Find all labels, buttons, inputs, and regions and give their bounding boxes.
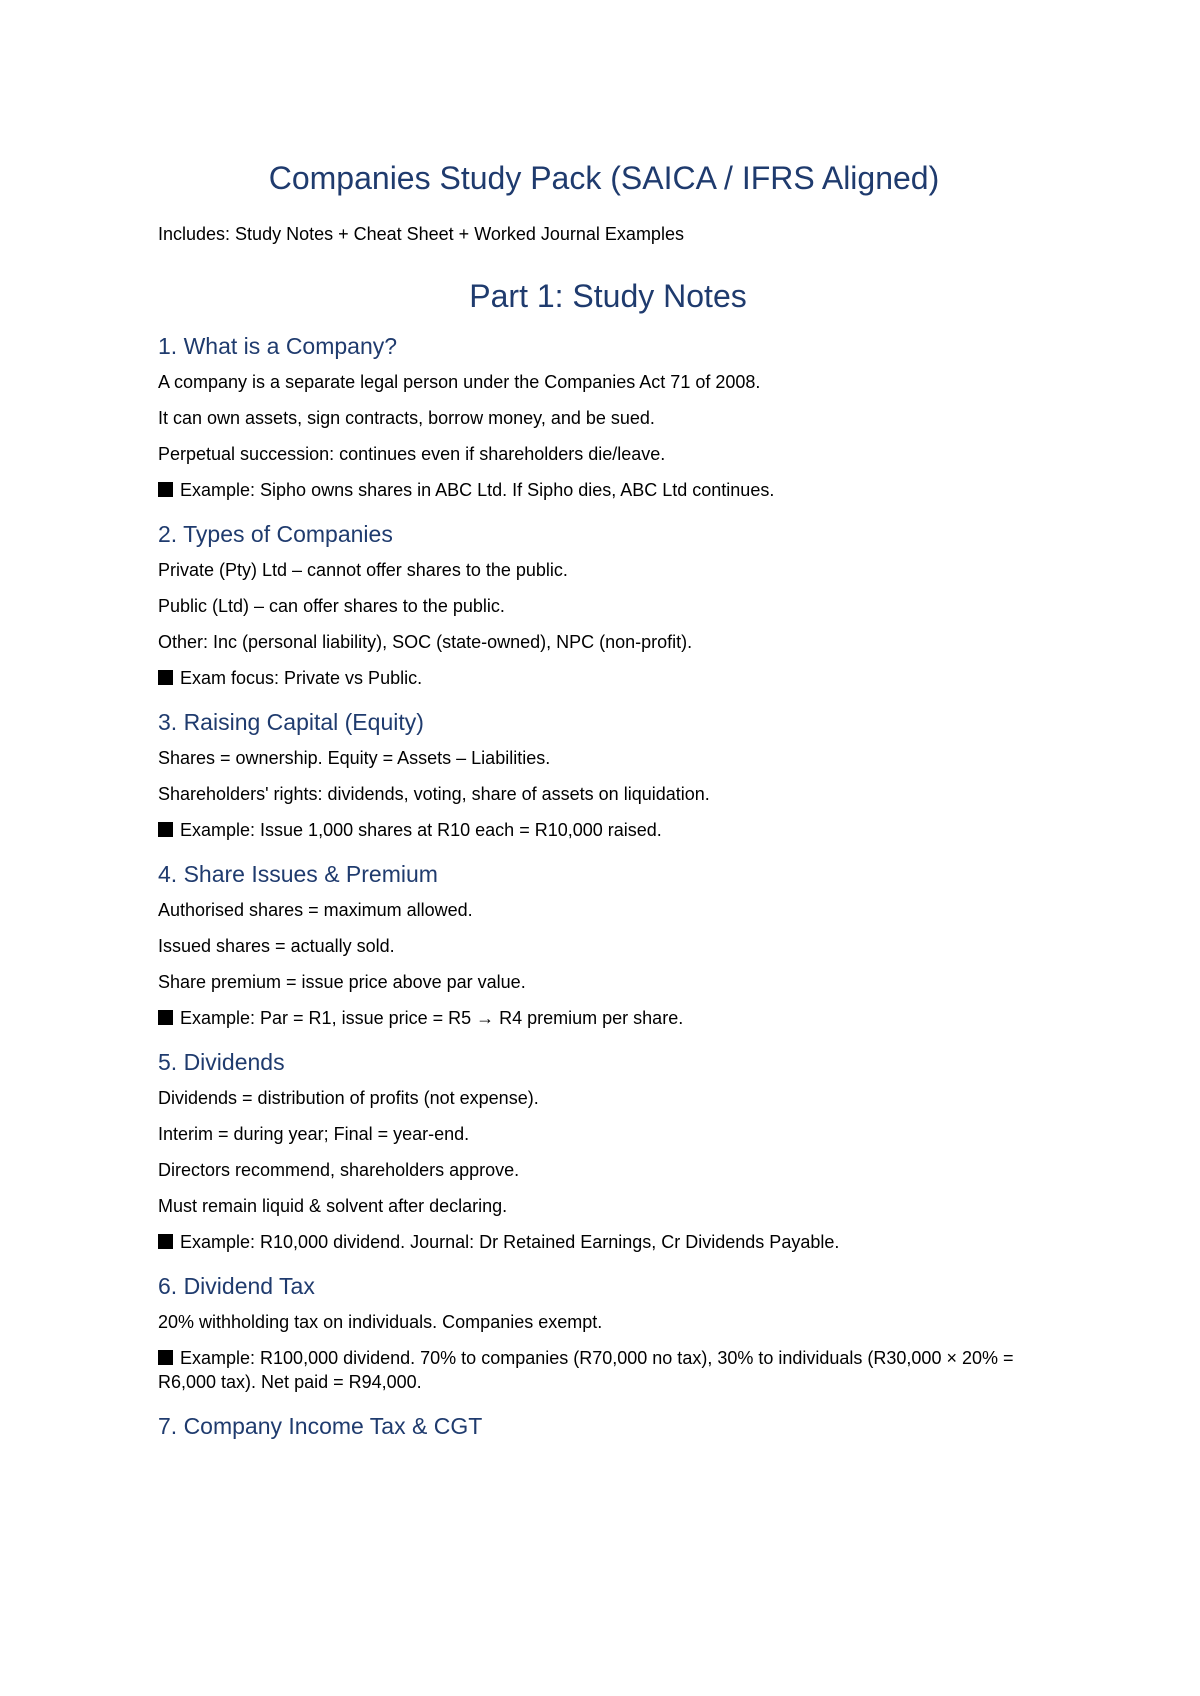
section-line: Must remain liquid & solvent after declaring. bbox=[158, 1196, 508, 1216]
section-heading: 5. Dividends bbox=[158, 1049, 285, 1075]
document-subtitle: Includes: Study Notes + Cheat Sheet + Worked Journal Examples bbox=[158, 224, 684, 244]
section-heading: 7. Company Income Tax & CGT bbox=[158, 1413, 483, 1439]
sections-list bbox=[158, 330, 1058, 1442]
square-bullet-icon bbox=[158, 822, 173, 837]
example-note-text: Example: Sipho owns shares in ABC Ltd. If Sipho dies, ABC Ltd continues. bbox=[180, 480, 775, 500]
example-note bbox=[158, 1346, 1048, 1394]
section-line: Authorised shares = maximum allowed. bbox=[158, 900, 473, 920]
section-heading: 2. Types of Companies bbox=[158, 521, 393, 547]
section-line: Perpetual succession: continues even if shareholders die/leave. bbox=[158, 444, 666, 464]
section-line: Private (Pty) Ltd – cannot offer shares to the public. bbox=[158, 560, 568, 580]
section-6 bbox=[158, 1270, 1058, 1394]
section-3 bbox=[158, 706, 1058, 842]
section-heading: 3. Raising Capital (Equity) bbox=[158, 709, 424, 735]
example-note bbox=[158, 1230, 1048, 1254]
example-note-text: Example: R10,000 dividend. Journal: Dr Retained Earnings, Cr Dividends Payable. bbox=[180, 1232, 840, 1252]
section-1 bbox=[158, 330, 1058, 502]
section-line: Share premium = issue price above par value. bbox=[158, 972, 526, 992]
square-bullet-icon bbox=[158, 482, 173, 497]
section-line: Directors recommend, shareholders approve. bbox=[158, 1160, 520, 1180]
example-note bbox=[158, 478, 1048, 502]
section-heading: 1. What is a Company? bbox=[158, 333, 398, 359]
section-4 bbox=[158, 858, 1058, 1030]
example-note-text: Example: R100,000 dividend. 70% to companies (R70,000 no tax), 30% to individuals (R30,000 × 20% = R6,000 tax). Net paid = R94,000. bbox=[158, 1348, 1014, 1392]
section-line: Shareholders' rights: dividends, voting, share of assets on liquidation. bbox=[158, 784, 710, 804]
section-line: Public (Ltd) – can offer shares to the public. bbox=[158, 596, 505, 616]
example-note-text: Example: Par = R1, issue price = R5 → R4 premium per share. bbox=[180, 1008, 684, 1028]
section-5 bbox=[158, 1046, 1058, 1254]
document-page bbox=[158, 156, 1058, 1450]
section-line: A company is a separate legal person under the Companies Act 71 of 2008. bbox=[158, 372, 761, 392]
square-bullet-icon bbox=[158, 1234, 173, 1249]
section-line: Shares = ownership. Equity = Assets – Liabilities. bbox=[158, 748, 551, 768]
document-title: Companies Study Pack (SAICA / IFRS Aligned) bbox=[268, 160, 940, 196]
example-note bbox=[158, 1006, 1048, 1030]
example-note-text: Example: Issue 1,000 shares at R10 each = R10,000 raised. bbox=[180, 820, 662, 840]
section-7 bbox=[158, 1410, 1058, 1442]
section-line: Dividends = distribution of profits (not expense). bbox=[158, 1088, 539, 1108]
section-line: 20% withholding tax on individuals. Companies exempt. bbox=[158, 1312, 603, 1332]
section-line: It can own assets, sign contracts, borrow money, and be sued. bbox=[158, 408, 655, 428]
section-heading: 4. Share Issues & Premium bbox=[158, 861, 438, 887]
section-line: Other: Inc (personal liability), SOC (state-owned), NPC (non-profit). bbox=[158, 632, 693, 652]
example-note bbox=[158, 666, 1048, 690]
square-bullet-icon bbox=[158, 1010, 173, 1025]
section-line: Issued shares = actually sold. bbox=[158, 936, 395, 956]
part-title: Part 1: Study Notes bbox=[469, 278, 747, 314]
example-note-text: Exam focus: Private vs Public. bbox=[180, 668, 423, 688]
example-note bbox=[158, 818, 1048, 842]
square-bullet-icon bbox=[158, 670, 173, 685]
section-heading: 6. Dividend Tax bbox=[158, 1273, 315, 1299]
section-line: Interim = during year; Final = year-end. bbox=[158, 1124, 470, 1144]
square-bullet-icon bbox=[158, 1350, 173, 1365]
section-2 bbox=[158, 518, 1058, 690]
